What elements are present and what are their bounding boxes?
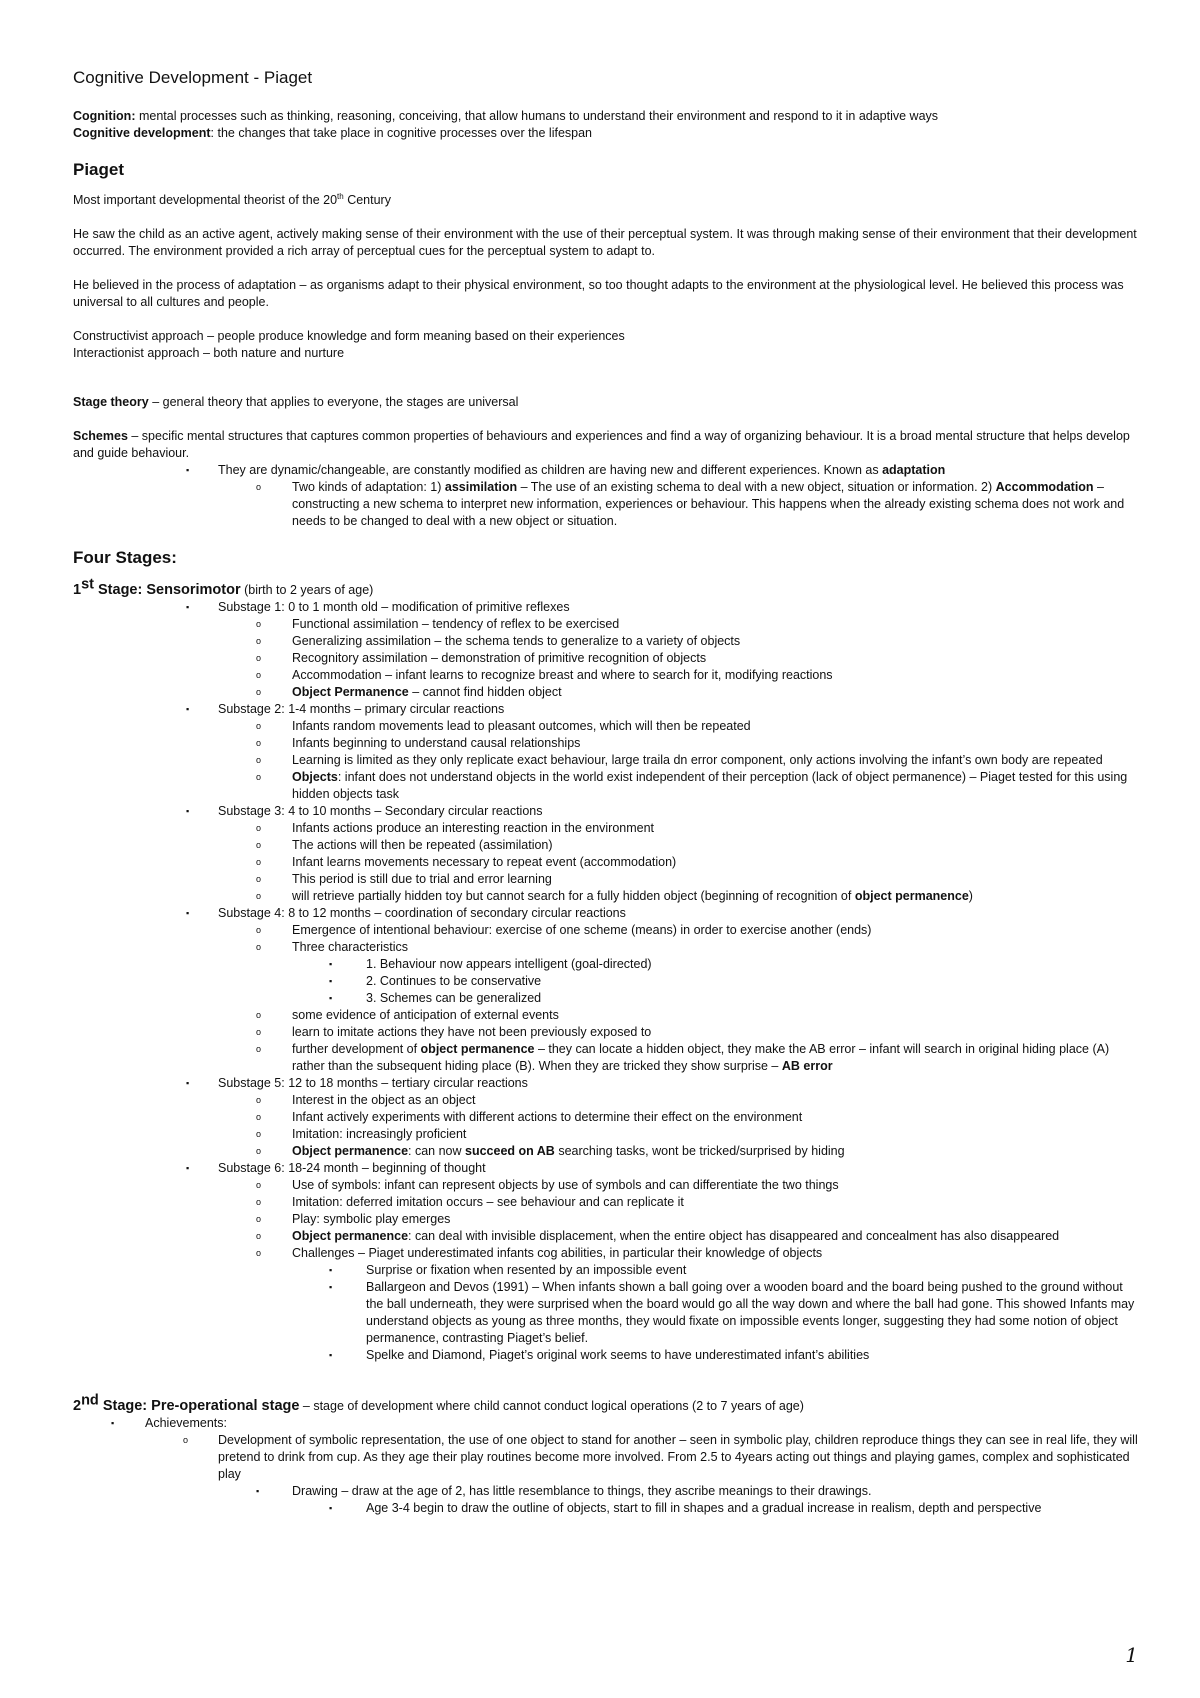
- circle-bullet-icon: o: [256, 942, 262, 952]
- list-item: [73, 1432, 1139, 1483]
- circle-bullet-icon: o: [256, 1197, 262, 1207]
- list-item: [73, 462, 1139, 479]
- list-item: [73, 1347, 1139, 1364]
- list-item-text: Surprise or fixation when resented by an impossible event: [366, 1263, 687, 1277]
- list-item-text: Infants random movements lead to pleasant outcomes, which will then be repeated: [292, 719, 751, 733]
- square-bullet-icon: ▪: [256, 1486, 260, 1496]
- substage-6: [73, 1160, 1139, 1177]
- paragraph-interactionist: Interactionist approach – both nature and nurture: [73, 346, 345, 360]
- list-item: [73, 633, 1139, 650]
- list-item: [73, 854, 1139, 871]
- list-item-text: searching tasks, wont be tricked/surprised by hiding: [554, 1144, 845, 1158]
- list-item-text: further development of: [292, 1042, 421, 1056]
- list-item: [73, 1279, 1139, 1347]
- list-item-text: – constructing a new schema to interpret new information, experiences or behaviour. This happens when the already existing schema does not work and needs to be changed to deal with a new object or situation.: [292, 480, 1125, 528]
- circle-bullet-icon: o: [256, 1180, 262, 1190]
- list-item-text: : can deal with invisible displacement, when the entire object has disappeared and concealment has also disappeared: [408, 1229, 1060, 1243]
- list-item-text: The actions will then be repeated (assimilation): [292, 838, 553, 852]
- list-item-text: – cannot find hidden object: [408, 685, 562, 699]
- circle-bullet-icon: o: [256, 755, 262, 765]
- stage-rest: (birth to 2 years of age): [240, 583, 374, 597]
- substage-title: Substage 1: 0 to 1 month old – modification of primitive reflexes: [218, 600, 570, 614]
- list-item: [73, 1143, 1139, 1160]
- page-number: 1: [1125, 1643, 1138, 1667]
- list-item: [73, 990, 1139, 1007]
- substage-4: [73, 905, 1139, 922]
- list-item-text: Drawing – draw at the age of 2, has little resemblance to things, they ascribe meanings to their drawings.: [292, 1484, 872, 1498]
- circle-bullet-icon: o: [256, 840, 262, 850]
- list-item-text: Recognitory assimilation – demonstration of primitive recognition of objects: [292, 651, 707, 665]
- list-item-bold: AB error: [781, 1059, 833, 1073]
- list-item: [73, 735, 1139, 752]
- document-page: [73, 68, 1139, 1517]
- list-item-text: Interest in the object as an object: [292, 1093, 476, 1107]
- circle-bullet-icon: o: [256, 1095, 262, 1105]
- list-item-text: Achievements:: [145, 1416, 227, 1430]
- stage-sup: st: [81, 576, 94, 593]
- list-item: [73, 939, 1139, 956]
- paragraph-adaptation: He believed in the process of adaptation – as organisms adapt to their physical environment, so too thought adapts to the environment at the physiological level. He believed this process was universal to all cultures and people.: [73, 278, 1124, 309]
- list-item-text: Infant learns movements necessary to repeat event (accommodation): [292, 855, 677, 869]
- circle-bullet-icon: o: [256, 1214, 262, 1224]
- list-item: [73, 1228, 1139, 1245]
- stage2-list: [73, 1415, 1139, 1517]
- circle-bullet-icon: o: [256, 772, 262, 782]
- square-bullet-icon: ▪: [186, 1163, 190, 1173]
- list-item-bold: Objects: [292, 770, 338, 784]
- list-item-text: ): [968, 889, 973, 903]
- substage-title: Substage 4: 8 to 12 months – coordination of secondary circular reactions: [218, 906, 626, 920]
- list-item-bold: succeed on AB: [465, 1144, 555, 1158]
- list-item: [73, 1415, 1139, 1432]
- list-item: [73, 1041, 1139, 1075]
- list-item-text: some evidence of anticipation of external events: [292, 1008, 559, 1022]
- paragraph-active-agent: He saw the child as an active agent, actively making sense of their environment with the use of their perceptual system. It was through making sense of their environment that their development occurred. The environment provided a rich array of perceptual cues for the perceptual system to adapt to.: [73, 227, 1137, 258]
- list-item: [73, 684, 1139, 701]
- circle-bullet-icon: o: [256, 738, 262, 748]
- circle-bullet-icon: o: [256, 670, 262, 680]
- circle-bullet-icon: o: [256, 1231, 262, 1241]
- stage-label: Stage: Pre-operational stage: [98, 1398, 300, 1414]
- square-bullet-icon: ▪: [186, 1078, 190, 1088]
- definition-cognitive-development: [73, 125, 1139, 142]
- list-item: [73, 1007, 1139, 1024]
- square-bullet-icon: ▪: [329, 1282, 333, 1292]
- list-item-text: They are dynamic/changeable, are constantly modified as children are having new and different experiences. Known as: [218, 463, 883, 477]
- square-bullet-icon: ▪: [111, 1418, 115, 1428]
- paragraph-schemes: [73, 428, 1139, 462]
- list-item: [73, 616, 1139, 633]
- list-item-bold: assimilation: [444, 480, 518, 494]
- list-item-bold: Object Permanence: [292, 685, 409, 699]
- theorist-post: Century: [343, 193, 391, 207]
- list-item: [73, 922, 1139, 939]
- square-bullet-icon: ▪: [329, 1265, 333, 1275]
- list-item-bold: adaptation: [882, 463, 946, 477]
- substage-title: Substage 2: 1-4 months – primary circular reactions: [218, 702, 505, 716]
- list-item: [73, 1092, 1139, 1109]
- circle-bullet-icon: o: [256, 1027, 262, 1037]
- list-item-text: Accommodation – infant learns to recognize breast and where to search for it, modifying reactions: [292, 668, 833, 682]
- list-item-text: Generalizing assimilation – the schema tends to generalize to a variety of objects: [292, 634, 741, 648]
- list-item-bold: object permanence: [854, 889, 969, 903]
- heading-four-stages: Four Stages:: [73, 548, 177, 567]
- stage-number: 2: [73, 1398, 82, 1414]
- list-item-text: Development of symbolic representation, the use of one object to stand for another – seen in symbolic play, children reproduce things they can see in real life, they will pretend to drink from cup. As they age their play routines become more involved. From 2.5 to 4years acting out things and playing games, complex and sophisticated play: [218, 1433, 1138, 1481]
- term-stage-theory: Stage theory: [73, 395, 149, 409]
- text-cognition: mental processes such as thinking, reasoning, conceiving, that allow humans to understand their environment and respond to it in adaptive ways: [135, 109, 939, 123]
- list-item-text: 3. Schemes can be generalized: [366, 991, 542, 1005]
- document-title: Cognitive Development - Piaget: [73, 68, 313, 87]
- list-item-text: – they can locate a hidden object, they make the AB error – infant will search in original hiding place (A) rather than the subsequent hiding place (B). When they are tricked they show surprise –: [292, 1042, 1110, 1073]
- substage-title: Substage 3: 4 to 10 months – Secondary circular reactions: [218, 804, 543, 818]
- list-item: [73, 1194, 1139, 1211]
- list-item: [73, 837, 1139, 854]
- list-item: [73, 973, 1139, 990]
- circle-bullet-icon: o: [256, 1112, 262, 1122]
- list-item-text: Infant actively experiments with different actions to determine their effect on the environment: [292, 1110, 803, 1124]
- list-item-bold: Object permanence: [292, 1229, 409, 1243]
- paragraph-theorist: [73, 192, 1139, 209]
- list-item: [73, 752, 1139, 769]
- circle-bullet-icon: o: [256, 1146, 262, 1156]
- list-item: [73, 1177, 1139, 1194]
- square-bullet-icon: ▪: [329, 1350, 333, 1360]
- list-item-bold: Accommodation: [995, 480, 1094, 494]
- paragraph-constructivist: Constructivist approach – people produce knowledge and form meaning based on their experiences: [73, 329, 625, 343]
- list-item: [73, 1262, 1139, 1279]
- square-bullet-icon: ▪: [329, 959, 333, 969]
- list-item: [73, 479, 1139, 530]
- list-item-text: Functional assimilation – tendency of reflex to be exercised: [292, 617, 620, 631]
- list-item-text: Age 3-4 begin to draw the outline of objects, start to fill in shapes and a gradual increase in realism, depth and perspective: [366, 1501, 1042, 1515]
- circle-bullet-icon: o: [256, 1044, 262, 1054]
- substage-3: [73, 803, 1139, 820]
- square-bullet-icon: ▪: [186, 465, 190, 475]
- theorist-sup: th: [337, 191, 344, 201]
- square-bullet-icon: ▪: [329, 1503, 333, 1513]
- list-item-text: Infants beginning to understand causal relationships: [292, 736, 581, 750]
- definition-cognition: [73, 108, 1139, 125]
- square-bullet-icon: ▪: [186, 704, 190, 714]
- list-item: [73, 1483, 1139, 1500]
- list-item: [73, 667, 1139, 684]
- list-item-text: Two kinds of adaptation: 1): [292, 480, 445, 494]
- text-cognitive-development: : the changes that take place in cognitive processes over the lifespan: [210, 126, 593, 140]
- list-item-text: Three characteristics: [292, 940, 409, 954]
- list-item: [73, 871, 1139, 888]
- circle-bullet-icon: o: [256, 721, 262, 731]
- stage-rest: – stage of development where child cannot conduct logical operations (2 to 7 years of age): [299, 1399, 804, 1413]
- square-bullet-icon: ▪: [329, 993, 333, 1003]
- list-item-text: learn to imitate actions they have not been previously exposed to: [292, 1025, 652, 1039]
- list-item: [73, 650, 1139, 667]
- circle-bullet-icon: o: [256, 636, 262, 646]
- list-item-text: 2. Continues to be conservative: [366, 974, 542, 988]
- circle-bullet-icon: o: [256, 823, 262, 833]
- list-item: [73, 956, 1139, 973]
- circle-bullet-icon: o: [183, 1435, 189, 1445]
- list-item-text: will retrieve partially hidden toy but cannot search for a fully hidden object (beginning of recognition of: [292, 889, 855, 903]
- circle-bullet-icon: o: [256, 874, 262, 884]
- list-item-text: Imitation: increasingly proficient: [292, 1127, 467, 1141]
- list-item-text: Play: symbolic play emerges: [292, 1212, 451, 1226]
- list-item-text: Imitation: deferred imitation occurs – see behaviour and can replicate it: [292, 1195, 684, 1209]
- circle-bullet-icon: o: [256, 857, 262, 867]
- list-item: [73, 1245, 1139, 1262]
- substage-5: [73, 1075, 1139, 1092]
- substage-2: [73, 701, 1139, 718]
- list-item: [73, 820, 1139, 837]
- circle-bullet-icon: o: [256, 891, 262, 901]
- circle-bullet-icon: o: [256, 1248, 262, 1258]
- list-item-text: This period is still due to trial and error learning: [292, 872, 552, 886]
- stage1-heading: [73, 576, 1139, 599]
- list-item-bold: Object permanence: [292, 1144, 409, 1158]
- text-schemes: – specific mental structures that captures common properties of behaviours and experiences and find a way of organizing behaviour. It is a broad mental structure that helps develop and guide behaviour.: [73, 429, 1130, 460]
- list-item-text: Challenges – Piaget underestimated infants cog abilities, in particular their knowledge of objects: [292, 1246, 823, 1260]
- list-item-text: Use of symbols: infant can represent objects by use of symbols and can differentiate the two things: [292, 1178, 839, 1192]
- square-bullet-icon: ▪: [186, 908, 190, 918]
- square-bullet-icon: ▪: [186, 806, 190, 816]
- list-item-text: Spelke and Diamond, Piaget’s original work seems to have underestimated infant’s abilities: [366, 1348, 870, 1362]
- circle-bullet-icon: o: [256, 925, 262, 935]
- stage-sup: nd: [81, 1392, 99, 1409]
- stage-number: 1: [73, 582, 82, 598]
- list-item: [73, 1211, 1139, 1228]
- list-item-text: – The use of an existing schema to deal with a new object, situation or information. 2): [517, 480, 996, 494]
- substage-title: Substage 5: 12 to 18 months – tertiary circular reactions: [218, 1076, 528, 1090]
- circle-bullet-icon: o: [256, 482, 262, 492]
- list-item-text: Ballargeon and Devos (1991) – When infants shown a ball going over a wooden board and the board being pushed to the ground without the ball underneath, they were surprised when the board would go all the way down and where the ball had gone. This showed Infants may understand objects as young as three months, they would fixate on impossible events longer, suggesting they had some notion of object permanence, contrasting Piaget’s belief.: [366, 1280, 1135, 1345]
- stage1-list: [73, 599, 1139, 1364]
- list-item-text: : infant does not understand objects in the world exist independent of their perception (lack of object permanence) – Piaget tested for this using hidden objects task: [292, 770, 1128, 801]
- list-item: [73, 1500, 1139, 1517]
- text-stage-theory: – general theory that applies to everyone, the stages are universal: [148, 395, 519, 409]
- list-item: [73, 888, 1139, 905]
- circle-bullet-icon: o: [256, 619, 262, 629]
- list-item: [73, 1024, 1139, 1041]
- term-cognition: Cognition:: [73, 109, 136, 123]
- schemes-list: [73, 462, 1139, 530]
- circle-bullet-icon: o: [256, 1010, 262, 1020]
- list-item: [73, 769, 1139, 803]
- list-item: [73, 1126, 1139, 1143]
- list-item: [73, 1109, 1139, 1126]
- list-item-text: Learning is limited as they only replicate exact behaviour, large traila dn error component, only actions involving the infant’s own body are repeated: [292, 753, 1103, 767]
- square-bullet-icon: ▪: [186, 602, 190, 612]
- list-item-text: : can now: [408, 1144, 465, 1158]
- list-item-bold: object permanence: [420, 1042, 535, 1056]
- term-schemes: Schemes: [73, 429, 128, 443]
- substage-title: Substage 6: 18-24 month – beginning of thought: [218, 1161, 486, 1175]
- paragraph-stage-theory: [73, 394, 1139, 411]
- substage-1: [73, 599, 1139, 616]
- circle-bullet-icon: o: [256, 1129, 262, 1139]
- list-item-text: Infants actions produce an interesting reaction in the environment: [292, 821, 655, 835]
- theorist-text: Most important developmental theorist of the 20: [73, 193, 338, 207]
- circle-bullet-icon: o: [256, 687, 262, 697]
- list-item: [73, 718, 1139, 735]
- list-item-text: Emergence of intentional behaviour: exercise of one scheme (means) in order to exercise another (ends): [292, 923, 872, 937]
- list-item-text: 1. Behaviour now appears intelligent (goal-directed): [366, 957, 652, 971]
- square-bullet-icon: ▪: [329, 976, 333, 986]
- circle-bullet-icon: o: [256, 653, 262, 663]
- stage-label: Stage: Sensorimotor: [93, 582, 241, 598]
- heading-piaget: Piaget: [73, 160, 125, 179]
- term-cognitive-development: Cognitive development: [73, 126, 211, 140]
- stage2-heading: [73, 1392, 1139, 1415]
